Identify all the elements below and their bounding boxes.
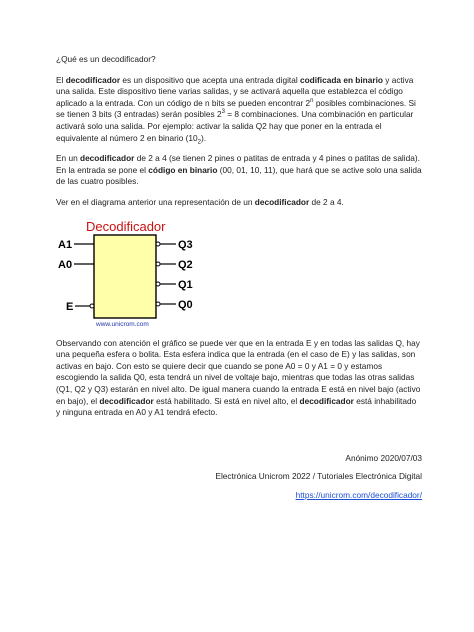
source-line: Electrónica Unicrom 2022 / Tutoriales Electrónica Digital <box>215 471 422 482</box>
bold-term: codificada en binario <box>299 74 383 85</box>
author-date: Anónimo 2020/07/03 <box>345 452 422 463</box>
subscript: 2 <box>197 139 201 146</box>
text-run: de 2 a 4. <box>309 196 344 207</box>
decoder-diagram <box>56 218 216 328</box>
output-label-q3: Q3 <box>178 238 193 251</box>
question-heading: ¿Qué es un decodificador? <box>56 54 156 64</box>
active-low-bubble-q0 <box>156 302 160 306</box>
input-label-e: E <box>66 300 74 313</box>
text-run: ). <box>200 132 207 143</box>
paragraph-definition <box>56 75 422 145</box>
input-label-a1: A1 <box>58 238 73 251</box>
text-run: (00, 01, 10, 11), que hará que se active solo una salida de las cuatro posibles. <box>56 164 422 187</box>
url-line <box>56 490 422 502</box>
active-low-bubble-q2 <box>156 262 160 266</box>
text-run: está inhabilitado y ninguna entrada en A0 y A1 tendrá efecto. <box>56 395 417 418</box>
paragraph-active-low <box>56 338 422 419</box>
superscript: n <box>310 98 314 105</box>
text-run: está habilitado. Si está en nivel alto, el <box>153 395 300 406</box>
bold-term: decodificador <box>80 153 135 164</box>
footer-block <box>56 453 422 502</box>
active-low-bubble-e <box>90 304 94 308</box>
bold-term: decodificador <box>65 74 121 85</box>
decoder-diagram-svg <box>56 218 216 328</box>
active-low-bubble-q3 <box>156 242 160 246</box>
text-run: Observando con atención el gráfico se puede ver que en la entrada E y en todas las salidas Q, hay una pequeña esfera o bolita. Esta esfera indica que la entrada (en el caso de E) y las salidas, son activas en bajo. Con esto se quiere decir que cuando se pone A0 = 0 y A1 = 0 y estamos escogiendo la salida Q0, esta tendrá un nivel de voltaje bajo, mientras que todas las otras salidas (Q1, Q2 y Q3) estarán en nivel alto. De igual manera cuando la entrada E está en nivel bajo (activo en bajo), el <box>56 337 421 406</box>
superscript: 3 <box>221 109 225 116</box>
output-label-q1: Q1 <box>178 278 193 291</box>
text-run: es un dispositivo que acepta una entrada digital <box>120 74 300 85</box>
paragraph-diagram-ref <box>56 197 422 209</box>
input-label-a0: A0 <box>58 258 73 271</box>
diagram-watermark: www.unicrom.com <box>96 320 149 328</box>
text-run: En un <box>56 153 80 164</box>
source-link[interactable]: https://unicrom.com/decodificador/ <box>295 489 422 500</box>
text-run: Ver en el diagrama anterior una representación de un <box>56 196 255 207</box>
active-low-bubble-q1 <box>156 282 160 286</box>
diagram-title: Decodificador <box>86 218 166 234</box>
output-label-q2: Q2 <box>178 258 193 271</box>
text-run: posibles combinaciones. Si se tienen 3 bits (3 entradas) serán posibles 2 <box>56 97 416 120</box>
bold-term: código en binario <box>148 164 218 175</box>
text-run: El <box>56 74 66 85</box>
paragraph-2-to-4 <box>56 153 422 188</box>
bold-term: decodificador <box>299 395 354 406</box>
output-label-q0: Q0 <box>178 298 193 311</box>
bold-term: decodificador <box>254 196 310 207</box>
bold-term: decodificador <box>99 395 154 406</box>
text-run: = 8 combinaciones. Una combinación en particular activará solo una salida. Por ejemplo: activar la salida Q2 hay que poner en la entrada el equivalente al número 2 en binario (10 <box>56 109 414 143</box>
decoder-box <box>94 235 156 318</box>
document-page <box>56 54 422 508</box>
text-run: y activa una salida. Este dispositivo tiene varias salidas, y se activará aquella que establezca el código aplicado a la entrada. Con un código de n bits se pueden encontrar 2 <box>56 74 414 108</box>
text-run: de 2 a 4 (se tienen 2 pines o patitas de entrada y 4 pines o patitas de salida). En la entrada se pone el <box>56 153 420 175</box>
